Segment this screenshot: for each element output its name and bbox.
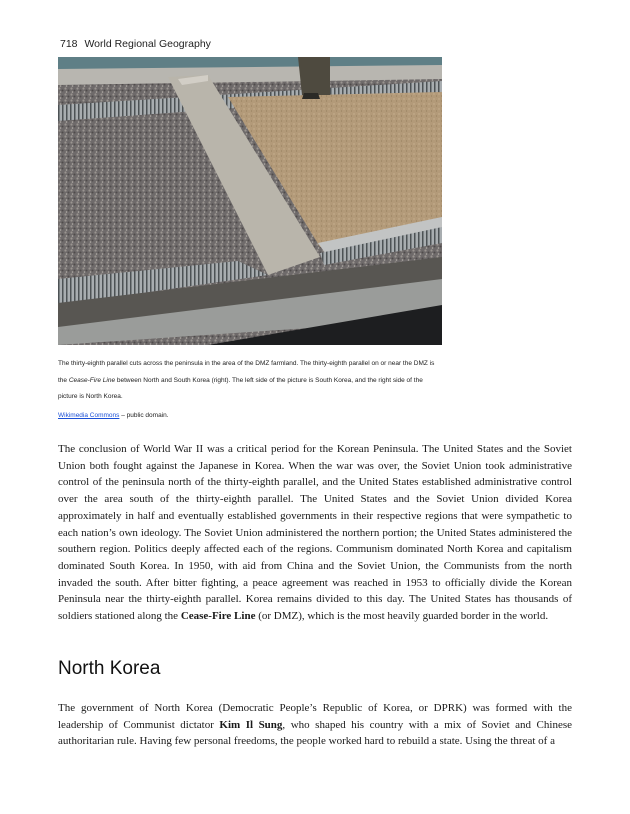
body-paragraph <box>58 441 572 625</box>
section-heading: North Korea <box>58 658 161 679</box>
bold-term: Kim Il Sung <box>219 718 283 731</box>
caption-text-start: The thirty-eighth parallel cuts across the peninsula in the area of the DMZ farmland. The thirty-eighth parallel on or near the DMZ is the <box>58 360 435 384</box>
dmz-photo-illustration <box>58 57 442 345</box>
credit-license: – public domain. <box>119 412 169 419</box>
credit-link[interactable]: Wikimedia Commons <box>58 412 120 419</box>
paragraph-text-end: (or DMZ), which is the most heavily guarded border in the world. <box>255 610 549 623</box>
running-header <box>60 38 211 50</box>
paragraph-text-end: , who shaped his country with a mix of Soviet and Chinese authoritarian rule. Having few personal freedoms, the people worked hard to rebuild a state. Using the threat of a <box>58 718 572 748</box>
dmz-photo <box>58 57 442 345</box>
page-number: 718 <box>60 38 78 50</box>
figure-credit <box>58 412 169 419</box>
paragraph-text: The conclusion of World War II was a critical period for the Korean Peninsula. The United States and the Soviet Union both fought against the Japanese in Korea. When the war was over, the Soviet Union took administrative control of the peninsula north of the thirty-eighth parallel, and the United States established administrative control over the area south of the thirty-eighth parallel. The United States and the Soviet Union divided Korea approximately in half and eventually established governments in their respective regions that were sympathetic to each nation’s own ideology. The Soviet Union administered the northern portion; the United States administered the southern region. Politics deeply affected each of the regions. Communism dominated North Korea and capitalism dominated South Korea. In 1950, with aid from China and the Soviet Union, the Communists from the north invaded the south. After bitter fighting, a peace agreement was reached in 1953 to officially divide the Korean Peninsula near the thirty-eighth parallel. Korea remains divided to this day. The United States has thousands of soldiers stationed along the <box>58 443 572 623</box>
book-title: World Regional Geography <box>84 38 211 50</box>
figure-caption <box>58 356 444 406</box>
bold-term: Cease-Fire Line <box>180 610 256 623</box>
caption-italic-term: Cease-Fire Line <box>68 376 116 384</box>
body-paragraph <box>58 700 572 750</box>
paragraph-text: The government of North Korea (Democratic People’s Republic of Korea, or DPRK) was formed with the leadership of Communist dictator <box>58 702 572 731</box>
caption-text-end: between North and South Korea (right). The left side of the picture is South Korea, and the right side of the picture is North Korea. <box>58 376 423 400</box>
